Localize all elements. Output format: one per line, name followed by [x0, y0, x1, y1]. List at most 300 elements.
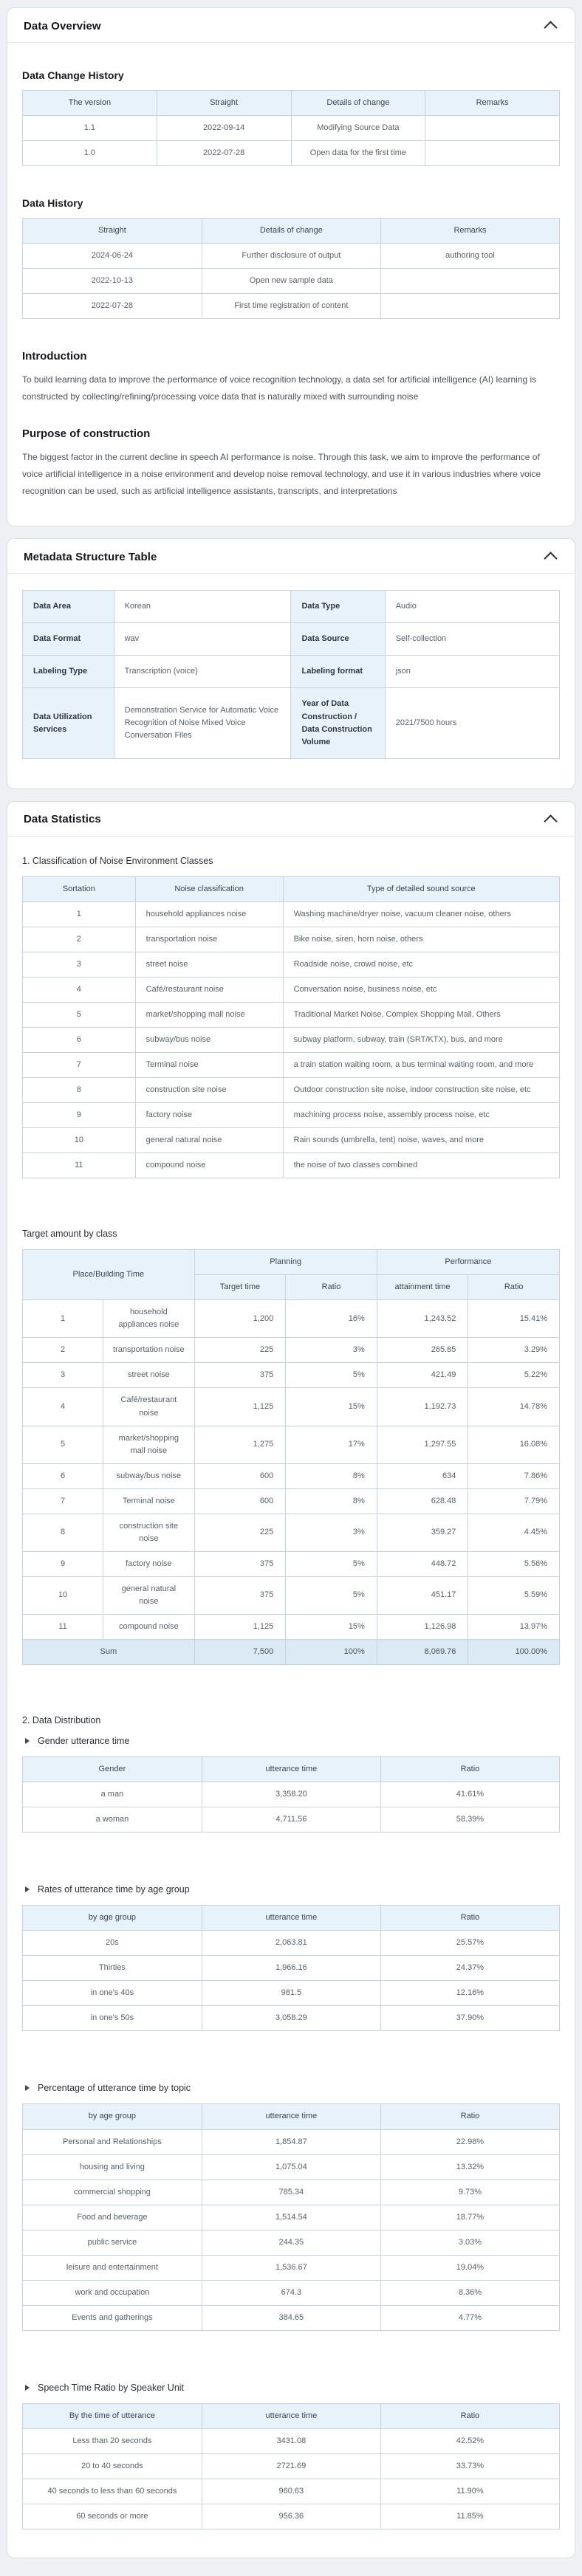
table-cell: transportation noise — [103, 1338, 195, 1363]
table-cell: subway/bus noise — [135, 1027, 283, 1052]
table-cell: 10 — [23, 1576, 103, 1614]
table-row — [23, 244, 560, 269]
column-header: Performance — [377, 1250, 559, 1275]
table-cell: subway/bus noise — [103, 1463, 195, 1488]
table-cell: 421.49 — [377, 1363, 468, 1388]
table-row — [23, 2453, 560, 2479]
table-body — [23, 1300, 560, 1640]
table-row — [23, 116, 560, 141]
metadata-value: Audio — [385, 591, 559, 623]
sum-target-time: 7,500 — [194, 1640, 286, 1665]
table-cell: Outdoor construction site noise, indoor construction site noise, etc — [283, 1078, 559, 1103]
table-row — [23, 2006, 560, 2031]
spacer — [22, 2062, 560, 2078]
table-cell: 3 — [23, 1363, 103, 1388]
table-cell: 4.77% — [380, 2305, 559, 2330]
table-cell: 25.57% — [380, 1931, 559, 1956]
sum-ratio: 100% — [286, 1640, 377, 1665]
table-cell — [425, 116, 560, 141]
table-head — [23, 1250, 560, 1300]
table-cell: Rain sounds (umbrella, tent) noise, waves, and more — [283, 1128, 559, 1153]
table-body — [23, 2428, 560, 2529]
table-cell: 2022-07-28 — [157, 141, 291, 166]
table-cell: 1.1 — [23, 116, 157, 141]
table-cell: 15% — [286, 1615, 377, 1640]
column-header: Noise classification — [135, 876, 283, 901]
table-cell: Traditional Market Noise, Complex Shopping Mall, Others — [283, 1002, 559, 1027]
spacer — [22, 1864, 560, 1880]
spacer — [22, 1209, 560, 1226]
table-cell: commercial shopping — [23, 2180, 202, 2205]
table-cell: 600 — [194, 1488, 286, 1514]
table-cell: 10 — [23, 1128, 136, 1153]
table-cell: 8.36% — [380, 2280, 559, 2305]
column-header: Planning — [194, 1250, 377, 1275]
table-cell: Roadside noise, crowd noise, etc — [283, 952, 559, 977]
metadata-label: Data Type — [291, 591, 385, 623]
chevron-up-icon[interactable] — [544, 21, 557, 34]
table-header-row — [23, 91, 560, 116]
table-cell: 2 — [23, 1338, 103, 1363]
table-row — [23, 1782, 560, 1807]
table-cell: 15.41% — [468, 1300, 560, 1338]
table-row — [23, 952, 560, 977]
subsection-title-data-change-history: Data Change History — [22, 69, 124, 81]
column-header: Ratio — [380, 1757, 559, 1782]
table-cell: 42.52% — [380, 2428, 559, 2453]
metadata-value: json — [385, 656, 559, 688]
column-header: attainment time — [377, 1275, 468, 1300]
table-head — [23, 1906, 560, 1931]
column-header: Target time — [194, 1275, 286, 1300]
table-row — [23, 1027, 560, 1052]
column-header: utterance time — [202, 1906, 380, 1931]
table-cell: housing and living — [23, 2154, 202, 2180]
list-heading-speaker — [25, 2383, 560, 2393]
table-body — [23, 244, 560, 319]
table-cell: 1,200 — [194, 1300, 286, 1338]
speaker-unit-table — [22, 2403, 560, 2529]
column-header: The version — [23, 91, 157, 116]
gender-utterance-table — [22, 1756, 560, 1833]
section-header-data-overview[interactable] — [7, 8, 575, 43]
table-cell: leisure and entertainment — [23, 2255, 202, 2280]
table-row — [23, 656, 560, 688]
table-cell: 14.78% — [468, 1388, 560, 1426]
column-header: utterance time — [202, 1757, 380, 1782]
metadata-label: Year of Data Construction / Data Construction Volume — [291, 688, 385, 758]
table-cell: 628.48 — [377, 1488, 468, 1514]
table-cell: 448.72 — [377, 1551, 468, 1576]
table-cell: Modifying Source Data — [291, 116, 425, 141]
table-cell: Thirties — [23, 1956, 202, 1981]
table-body — [23, 901, 560, 1178]
table-cell: 600 — [194, 1463, 286, 1488]
table-cell: 8 — [23, 1514, 103, 1551]
table-cell: 359.27 — [377, 1514, 468, 1551]
table-cell: 674.3 — [202, 2280, 380, 2305]
column-header: Remarks — [380, 219, 559, 244]
table-cell: in one's 40s — [23, 1981, 202, 2006]
table-cell: 1,125 — [194, 1388, 286, 1426]
sum-row — [23, 1640, 560, 1665]
table-cell: 9 — [23, 1551, 103, 1576]
table-cell: 13.32% — [380, 2154, 559, 2180]
table-cell: 2,063.81 — [202, 1931, 380, 1956]
table-cell: 60 seconds or more — [23, 2504, 202, 2529]
chevron-up-icon[interactable] — [544, 814, 557, 828]
card-data-statistics — [7, 801, 575, 2558]
subsection-title-data-history: Data History — [22, 197, 83, 210]
table-row — [23, 1103, 560, 1128]
table-cell: 41.61% — [380, 1782, 559, 1807]
table-row — [23, 1981, 560, 2006]
section-header-statistics[interactable] — [7, 802, 575, 837]
table-row — [23, 1426, 560, 1463]
column-header: Ratio — [380, 2104, 559, 2129]
table-cell: 15% — [286, 1388, 377, 1426]
table-cell: 9.73% — [380, 2180, 559, 2205]
section-title-statistics: Data Statistics — [24, 813, 101, 826]
table-cell: 1,966.16 — [202, 1956, 380, 1981]
introduction-text: To build learning data to improve the performance of voice recognition technology, a data set for artificial intelligence (AI) learning is constructed by collecting/refining/processing voice data that is naturally mixed with surrounding noise — [22, 374, 537, 402]
column-header: By the time of utterance — [23, 2403, 202, 2428]
table-row — [23, 1128, 560, 1153]
section-title-metadata: Metadata Structure Table — [24, 550, 157, 563]
list-heading-topic — [25, 2083, 560, 2093]
column-header: Sortation — [23, 876, 136, 901]
spacer — [22, 1696, 560, 1712]
card-metadata-structure — [7, 538, 575, 789]
table-cell: transportation noise — [135, 927, 283, 952]
column-header: Details of change — [291, 91, 425, 116]
table-cell: 5 — [23, 1426, 103, 1463]
table-row — [23, 2479, 560, 2504]
table-row — [23, 1551, 560, 1576]
table-cell: general natural noise — [103, 1576, 195, 1614]
table-cell: 7.86% — [468, 1463, 560, 1488]
metadata-value: Demonstration Service for Automatic Voice Recognition of Noise Mixed Voice Conversation Files — [114, 688, 291, 758]
table-cell: Personal and Relationships — [23, 2129, 202, 2154]
column-header: Details of change — [202, 219, 380, 244]
table-row — [23, 927, 560, 952]
table-cell: household appliances noise — [103, 1300, 195, 1338]
table-cell: household appliances noise — [135, 901, 283, 927]
table-row — [23, 2280, 560, 2305]
section-body-data-overview — [7, 43, 575, 526]
table-cell — [380, 294, 559, 319]
table-cell: 7.79% — [468, 1488, 560, 1514]
section-body-statistics — [7, 837, 575, 2558]
column-header: by age group — [23, 1906, 202, 1931]
table-cell: market/shopping mall noise — [135, 1002, 283, 1027]
table-cell: 3 — [23, 952, 136, 977]
table-foot — [23, 1640, 560, 1665]
table-cell: 785.34 — [202, 2180, 380, 2205]
table-cell: 13.97% — [468, 1615, 560, 1640]
age-group-utterance-table — [22, 1905, 560, 2031]
table-cell: 24.37% — [380, 1956, 559, 1981]
table-cell: 6 — [23, 1463, 103, 1488]
column-header: Ratio — [286, 1275, 377, 1300]
table-header-row — [23, 1906, 560, 1931]
table-row — [23, 1052, 560, 1077]
table-row — [23, 1153, 560, 1178]
table-cell: work and occupation — [23, 2280, 202, 2305]
table-row — [23, 2428, 560, 2453]
table-row — [23, 1488, 560, 1514]
table-head — [23, 91, 560, 116]
table-cell: 6 — [23, 1027, 136, 1052]
table-row — [23, 623, 560, 656]
table-cell: 37.90% — [380, 2006, 559, 2031]
table-row — [23, 1363, 560, 1388]
table-body — [23, 1931, 560, 2031]
table-cell: Less than 20 seconds — [23, 2428, 202, 2453]
metadata-value: 2021/7500 hours — [385, 688, 559, 758]
table-head — [23, 2403, 560, 2428]
table-cell: 17% — [286, 1426, 377, 1463]
table-cell: First time registration of content — [202, 294, 380, 319]
metadata-label: Data Format — [23, 623, 114, 656]
table-row — [23, 901, 560, 927]
table-cell: 7 — [23, 1052, 136, 1077]
table-cell: construction site noise — [103, 1514, 195, 1551]
table-cell: machining process noise, assembly process noise, etc — [283, 1103, 559, 1128]
table-cell: 4 — [23, 1388, 103, 1426]
table-cell: compound noise — [103, 1615, 195, 1640]
table-row — [23, 1338, 560, 1363]
table-cell: 5.59% — [468, 1576, 560, 1614]
table-cell: Café/restaurant noise — [103, 1388, 195, 1426]
table-cell: authoring tool — [380, 244, 559, 269]
table-head — [23, 1757, 560, 1782]
table-cell: 2721.69 — [202, 2453, 380, 2479]
table-cell: 11.90% — [380, 2479, 559, 2504]
table-cell: 1,192.73 — [377, 1388, 468, 1426]
table-row — [23, 2180, 560, 2205]
table-row — [23, 1576, 560, 1614]
table-cell: 3% — [286, 1514, 377, 1551]
list-heading-label: Gender utterance time — [38, 1736, 130, 1747]
column-header: Ratio — [380, 2403, 559, 2428]
table-row — [23, 1388, 560, 1426]
table-cell: Café/restaurant noise — [135, 977, 283, 1002]
table-header-row — [23, 2403, 560, 2428]
table-cell: Food and beverage — [23, 2205, 202, 2230]
table-cell: 2022-10-13 — [23, 269, 202, 294]
table-cell: 12.16% — [380, 1981, 559, 2006]
table-row — [23, 2205, 560, 2230]
table-cell: 58.39% — [380, 1807, 559, 1833]
table-header-row — [23, 1757, 560, 1782]
table-cell: 981.5 — [202, 1981, 380, 2006]
column-header: Place/Building Time — [23, 1250, 195, 1300]
table-cell: 1,297.55 — [377, 1426, 468, 1463]
target-amount-table — [22, 1249, 560, 1665]
table-cell: factory noise — [135, 1103, 283, 1128]
table-cell: 225 — [194, 1514, 286, 1551]
sum-ratio2: 100.00% — [468, 1640, 560, 1665]
table-cell: 1 — [23, 1300, 103, 1338]
table-cell: 16.08% — [468, 1426, 560, 1463]
table-cell: factory noise — [103, 1551, 195, 1576]
table-body — [23, 116, 560, 166]
table-cell: 5% — [286, 1576, 377, 1614]
table-cell: 2 — [23, 927, 136, 952]
table-cell: 20s — [23, 1931, 202, 1956]
table-cell: 265.85 — [377, 1338, 468, 1363]
table-cell: 4 — [23, 977, 136, 1002]
column-header: Ratio — [468, 1275, 560, 1300]
list-heading-label: Percentage of utterance time by topic — [38, 2083, 191, 2094]
topic-utterance-table — [22, 2103, 560, 2330]
table-row — [23, 1300, 560, 1338]
table-header-row — [23, 2104, 560, 2129]
table-row — [23, 2305, 560, 2330]
table-row — [23, 1956, 560, 1981]
chevron-up-icon[interactable] — [544, 552, 557, 566]
table-row — [23, 1002, 560, 1027]
table-cell: 2024-06-24 — [23, 244, 202, 269]
list-heading-label: Speech Time Ratio by Speaker Unit — [38, 2382, 185, 2393]
table-cell: 5% — [286, 1551, 377, 1576]
card-data-overview — [7, 7, 575, 526]
table-row — [23, 688, 560, 758]
table-cell: Terminal noise — [135, 1052, 283, 1077]
table-cell: Open new sample data — [202, 269, 380, 294]
column-header: Straight — [157, 91, 291, 116]
sum-label: Sum — [23, 1640, 195, 1665]
noise-classification-table — [22, 876, 560, 1179]
table-cell: 244.35 — [202, 2230, 380, 2255]
metadata-label: Labeling format — [291, 656, 385, 688]
table-cell: 11 — [23, 1615, 103, 1640]
table-cell: 1,854.87 — [202, 2129, 380, 2154]
table-cell: 33.73% — [380, 2453, 559, 2479]
metadata-value: Self-collection — [385, 623, 559, 656]
table-row — [23, 2129, 560, 2154]
table-cell: 1,075.04 — [202, 2154, 380, 2180]
table-cell: 18.77% — [380, 2205, 559, 2230]
table-cell: 2022-09-14 — [157, 116, 291, 141]
table-cell: 5.22% — [468, 1363, 560, 1388]
table-row — [23, 1078, 560, 1103]
table-cell: 5 — [23, 1002, 136, 1027]
table-cell: a train station waiting room, a bus terminal waiting room, and more — [283, 1052, 559, 1077]
table-row — [23, 294, 560, 319]
list-heading-age — [25, 1884, 560, 1895]
table-cell: 1,536.67 — [202, 2255, 380, 2280]
table-cell: 1 — [23, 901, 136, 927]
section-title-data-overview: Data Overview — [24, 19, 101, 32]
table-cell: a woman — [23, 1807, 202, 1833]
spacer — [22, 2362, 560, 2378]
data-history-table — [22, 218, 560, 319]
table-cell: 956.36 — [202, 2504, 380, 2529]
metadata-value: wav — [114, 623, 291, 656]
table-cell: 3.29% — [468, 1338, 560, 1363]
table-head — [23, 219, 560, 244]
metadata-label: Data Utilization Services — [23, 688, 114, 758]
table-cell: 4,711.56 — [202, 1807, 380, 1833]
table-cell: street noise — [103, 1363, 195, 1388]
table-row — [23, 977, 560, 1002]
metadata-label: Data Source — [291, 623, 385, 656]
table-header-row — [23, 876, 560, 901]
table-cell: 19.04% — [380, 2255, 559, 2280]
table-cell: 1,243.52 — [377, 1300, 468, 1338]
column-header: by age group — [23, 2104, 202, 2129]
table-cell: 22.98% — [380, 2129, 559, 2154]
table-cell: 2022-07-28 — [23, 294, 202, 319]
table-head — [23, 876, 560, 901]
table-cell: 3% — [286, 1338, 377, 1363]
sum-attainment-time: 8,069.76 — [377, 1640, 468, 1665]
table-cell: 3431.08 — [202, 2428, 380, 2453]
bullet-icon — [25, 1886, 30, 1892]
table-row — [23, 2230, 560, 2255]
bullet-icon — [25, 1738, 30, 1744]
table-row — [23, 269, 560, 294]
table-cell: 11 — [23, 1153, 136, 1178]
subsection-title-introduction: Introduction — [22, 350, 87, 363]
metadata-value: Korean — [114, 591, 291, 623]
list-heading-label: Rates of utterance time by age group — [38, 1884, 190, 1895]
table-cell: 1,125 — [194, 1615, 286, 1640]
table-cell — [380, 269, 559, 294]
table-cell: Conversation noise, business noise, etc — [283, 977, 559, 1002]
table-cell: 11.85% — [380, 2504, 559, 2529]
table-row — [23, 1514, 560, 1551]
table-cell: 4.45% — [468, 1514, 560, 1551]
table-cell: street noise — [135, 952, 283, 977]
metadata-label: Data Area — [23, 591, 114, 623]
table-cell: 20 to 40 seconds — [23, 2453, 202, 2479]
column-header: Remarks — [425, 91, 560, 116]
metadata-table — [22, 590, 560, 758]
table-cell: 5% — [286, 1363, 377, 1388]
table-cell: a man — [23, 1782, 202, 1807]
table-cell: 9 — [23, 1103, 136, 1128]
table-cell: 1,126.98 — [377, 1615, 468, 1640]
table-cell: 1,514.54 — [202, 2205, 380, 2230]
table-row — [23, 1615, 560, 1640]
table-cell: 225 — [194, 1338, 286, 1363]
table-body — [23, 1782, 560, 1833]
subsection-title-purpose: Purpose of construction — [22, 427, 151, 440]
table-cell: 8% — [286, 1463, 377, 1488]
section-header-metadata[interactable] — [7, 539, 575, 574]
statistics-subsection-2-title: 2. Data Distribution — [22, 1715, 101, 1726]
table-cell: 634 — [377, 1463, 468, 1488]
table-cell: 3,358.20 — [202, 1782, 380, 1807]
statistics-subsection-1-title: 1. Classification of Noise Environment Classes — [22, 855, 213, 866]
column-header: Type of detailed sound source — [283, 876, 559, 901]
table-cell: 375 — [194, 1576, 286, 1614]
table-cell: Further disclosure of output — [202, 244, 380, 269]
table-cell: 8 — [23, 1078, 136, 1103]
table-cell: 375 — [194, 1363, 286, 1388]
metadata-value: Transcription (voice) — [114, 656, 291, 688]
table-cell: 40 seconds to less than 60 seconds — [23, 2479, 202, 2504]
data-change-history-table — [22, 90, 560, 166]
table-row — [23, 2154, 560, 2180]
table-cell: the noise of two classes combined — [283, 1153, 559, 1178]
table-cell: public service — [23, 2230, 202, 2255]
table-cell: 375 — [194, 1551, 286, 1576]
table-cell: Terminal noise — [103, 1488, 195, 1514]
